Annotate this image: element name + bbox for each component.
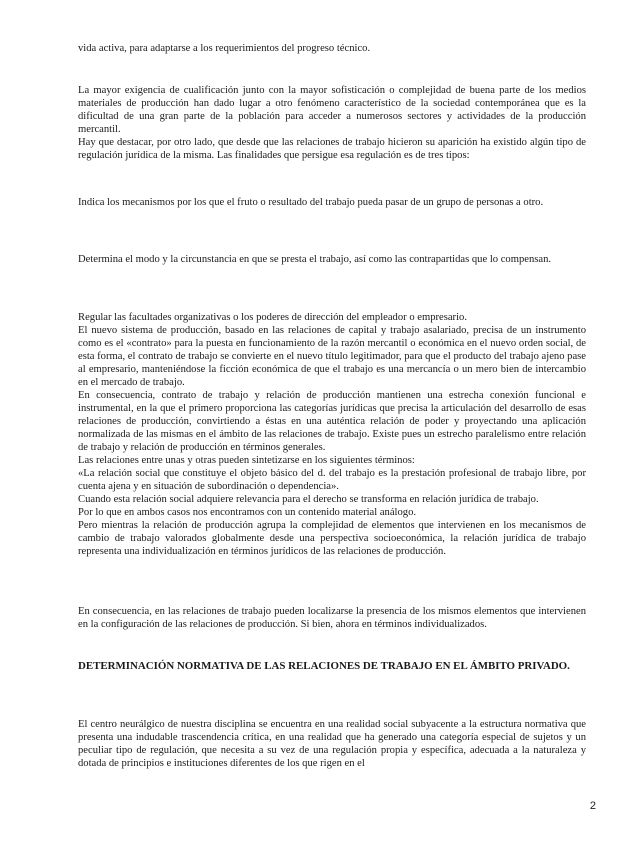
paragraph-text: Determina el modo y la circunstancia en que se presta el trabajo, así como las contrapartidas que lo compensan.	[78, 254, 552, 265]
paragraph-text: Cuando esta relación social adquiere relevancia para el derecho se transforma en relación jurídica de trabajo.	[78, 494, 539, 505]
paragraph-15	[78, 718, 586, 770]
paragraph-4	[78, 196, 586, 209]
paragraph-text: vida activa, para adaptarse a los requerimientos del progreso técnico.	[78, 43, 371, 54]
paragraph-text: Las relaciones entre unas y otras pueden sintetizarse en los siguientes términos:	[78, 455, 415, 466]
paragraph-text: La mayor exigencia de cualificación junto con la mayor sofisticación o complejidad de buena parte de los medios materiales de producción han dado lugar a otro fenómeno característico de la sociedad contemporánea que es la dificultad de una gran parte de la población para acceder a numerosos sectores y actividades de la producción mercantil.	[78, 85, 586, 135]
paragraph-text: Regular las facultades organizativas o los poderes de dirección del empleador o empresario.	[78, 312, 467, 323]
paragraph-block-2	[78, 84, 586, 162]
paragraph-14	[78, 605, 586, 631]
paragraph-5	[78, 253, 586, 266]
section-heading	[78, 660, 586, 673]
paragraph-text: El nuevo sistema de producción, basado en las relaciones de capital y trabajo asalariado, precisa de un instrumento como es el «contrato» para la puesta en funcionamiento de la razón mercantil o económica en el nuevo orden social, de esta forma, el contrato de trabajo se convierte en el nuevo título legitimador, para que el producto del trabajo ajeno pase al empresario, manteniéndose la ficción económica de que el trabajo es una mercancía o un mero bien de intercambio en el mercado de trabajo.	[78, 325, 586, 388]
paragraph-text: Hay que destacar, por otro lado, que desde que las relaciones de trabajo hicieron su aparición ha existido algún tipo de regulación jurídica de la misma. Las finalidades que persigue esa regulación es de tres tipos:	[78, 137, 586, 161]
paragraph-text: En consecuencia, contrato de trabajo y relación de producción mantienen una estrecha conexión funcional e instrumental, en la que el primero proporciona las categorías jurídicas que precisa la articulación del desarrollo de esas relaciones de producción, convirtiendo a éstas en una auténtica relación de poder y proyectando una aplicación normalizada de las mismas en el ámbito de las relaciones de trabajo. Existe pues un estrecho paralelismo entre relación de trabajo y relación de producción en términos generales.	[78, 390, 586, 453]
paragraph-text: El centro neurálgico de nuestra disciplina se encuentra en una realidad social subyacente a la estructura normativa que presenta una indudable trascendencia crítica, en una realidad que ha generado una categoría especial de sujetos y un peculiar tipo de regulación, que necesita a su vez de una regulación propia y específica, adecuada a la naturaleza y dotada de principios e instituciones diferentes de los que rigen en el	[78, 719, 586, 769]
heading-text: DETERMINACIÓN NORMATIVA DE LAS RELACIONES DE TRABAJO EN EL ÁMBITO PRIVADO.	[78, 660, 570, 672]
paragraph-text: «La relación social que constituye el objeto básico del d. del trabajo es la prestación profesional de trabajo libre, por cuenta ajena y en situación de subordinación o dependencia».	[78, 468, 586, 492]
paragraph-text: En consecuencia, en las relaciones de trabajo pueden localizarse la presencia de los mismos elementos que intervienen en la configuración de las relaciones de producción. Si bien, ahora en términos individualizados.	[78, 606, 586, 630]
paragraph-text: Por lo que en ambos casos nos encontramos con un contenido material análogo.	[78, 507, 417, 518]
paragraph-1	[78, 42, 586, 55]
paragraph-text: Pero mientras la relación de producción agrupa la complejidad de elementos que intervienen en los mecanismos de cambio de trabajo valorados globalmente desde una perspectiva socioeconómica, la relación jurídica de trabajo representa una individualización en términos jurídicos de las relaciones de producción.	[78, 520, 586, 557]
page-number: 2	[589, 800, 596, 812]
paragraph-block-6	[78, 311, 586, 558]
paragraph-text: Indica los mecanismos por los que el fruto o resultado del trabajo pueda pasar de un grupo de personas a otro.	[78, 197, 544, 208]
